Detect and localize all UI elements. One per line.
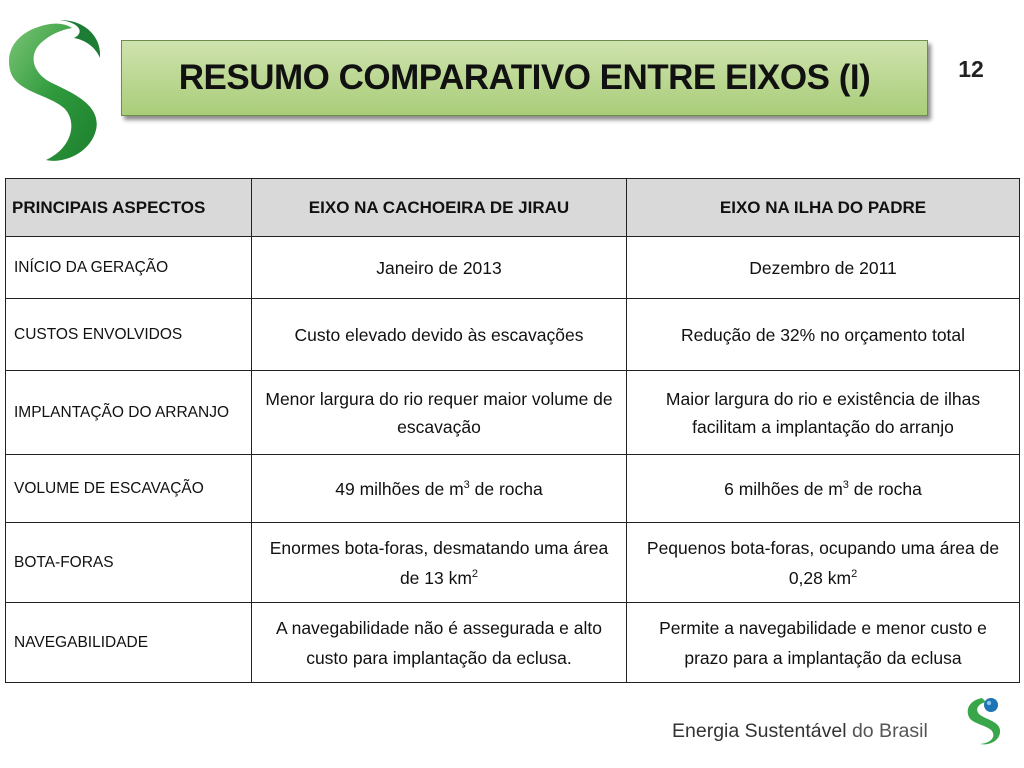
table-row xyxy=(6,523,1020,603)
column-header-jirau: EIXO NA CACHOEIRA DE JIRAU xyxy=(252,179,627,237)
slide-number: 12 xyxy=(958,56,984,82)
table-row xyxy=(6,455,1020,523)
table-row xyxy=(6,603,1020,683)
table-row xyxy=(6,371,1020,455)
table-row xyxy=(6,237,1020,299)
page-title: RESUMO COMPARATIVO ENTRE EIXOS (I) xyxy=(178,58,871,97)
aspect-cell: NAVEGABILIDADE xyxy=(6,603,252,683)
ilha-cell: 6 milhões de $m^3$ de rocha xyxy=(627,455,1020,523)
footer-logo-s-icon xyxy=(962,694,1004,746)
column-header-aspects: PRINCIPAIS ASPECTOS xyxy=(6,179,252,237)
aspect-cell: BOTA-FORAS xyxy=(6,523,252,603)
jirau-cell: 49 milhões de $m^3$ de rocha xyxy=(252,455,627,523)
company-logo-s-icon xyxy=(0,18,104,168)
comparison-table xyxy=(5,178,1020,683)
title-banner xyxy=(121,40,928,116)
aspect-cell: CUSTOS ENVOLVIDOS xyxy=(6,299,252,371)
ilha-cell: Permite a navegabilidade e menor custo e prazo para a implantação da eclusa xyxy=(627,603,1020,683)
column-header-ilha: EIXO NA ILHA DO PADRE xyxy=(627,179,1020,237)
jirau-cell: Custo elevado devido às escavações xyxy=(252,299,627,371)
ilha-cell: Maior largura do rio e existência de ilhas facilitam a implantação do arranjo xyxy=(627,371,1020,455)
aspect-cell: IMPLANTAÇÃO DO ARRANJO xyxy=(6,371,252,455)
jirau-cell: Janeiro de 2013 xyxy=(252,237,627,299)
ilha-cell: Redução de 32% no orçamento total xyxy=(627,299,1020,371)
aspect-cell: INÍCIO DA GERAÇÃO xyxy=(6,237,252,299)
table-row xyxy=(6,299,1020,371)
footer-brand-text: Energia Sustentável do Brasil xyxy=(672,720,928,742)
jirau-cell: Menor largura do rio requer maior volume de escavação xyxy=(252,371,627,455)
table-header-row xyxy=(6,179,1020,237)
ilha-cell: Dezembro de 2011 xyxy=(627,237,1020,299)
jirau-cell: A navegabilidade não é assegurada e alto custo para implantação da eclusa. xyxy=(252,603,627,683)
jirau-cell: Enormes bota-foras, desmatando uma área de 13 $km^2$ xyxy=(252,523,627,603)
aspect-cell: VOLUME DE ESCAVAÇÃO xyxy=(6,455,252,523)
ilha-cell: Pequenos bota-foras, ocupando uma área de 0,28 $km^2$ xyxy=(627,523,1020,603)
